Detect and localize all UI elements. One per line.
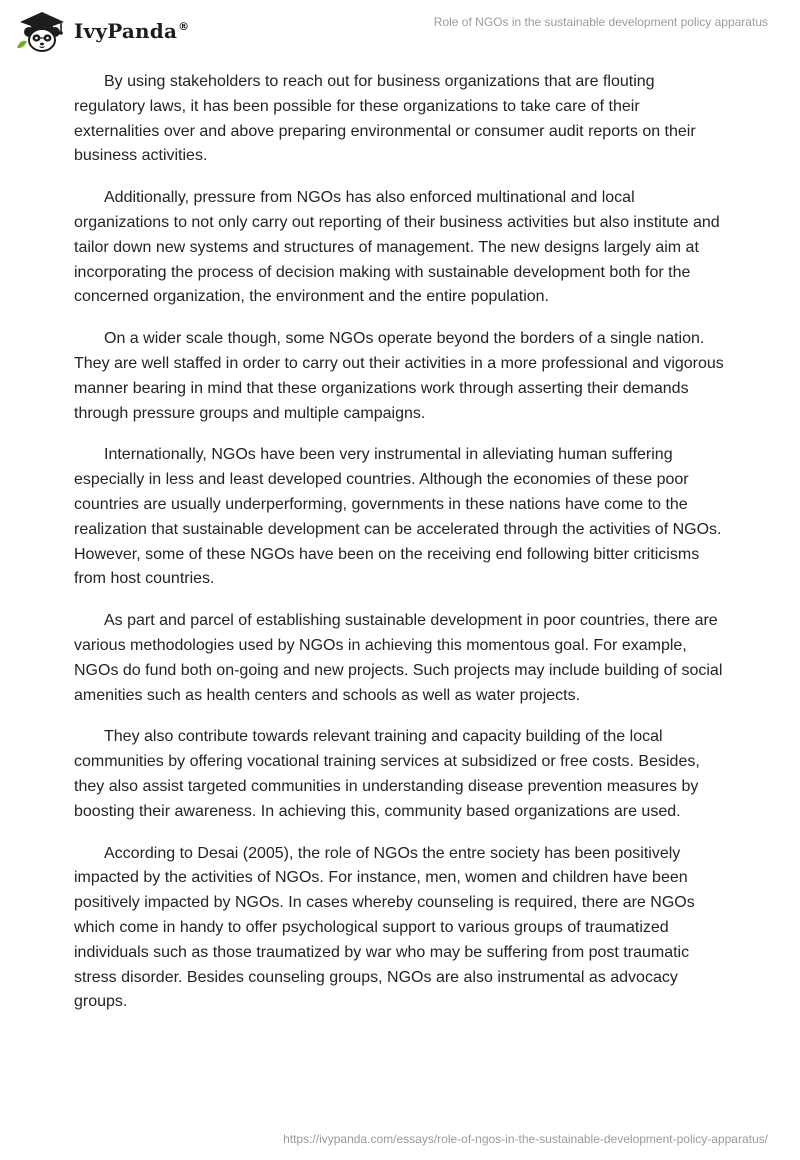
page-header [0,0,800,60]
panda-graduate-icon [14,8,70,54]
essay-body [74,70,726,1032]
paragraph: By using stakeholders to reach out for business organizations that are flouting regulatory laws, it has been possible for these organizations to take care of their externalities over and above preparing environmental or consumer audit reports on their business activities. [74,73,696,165]
document-title: Role of NGOs in the sustainable development policy apparatus [433,15,768,29]
brand-logo[interactable] [14,8,189,54]
paragraph: They also contribute towards relevant training and capacity building of the local communities by offering vocational training services at subsidized or free costs. Besides, they also assist targeted communities in understanding disease prevention measures by boosting their awareness. In achieving this, community based organizations are used. [74,728,700,820]
paragraph: As part and parcel of establishing sustainable development in poor countries, there are various methodologies used by NGOs in achieving this momentous goal. For example, NGOs do fund both on-going and new projects. Such projects may include building of social amenities such as health centers and schools as well as water projects. [74,612,723,704]
brand-name: IvyPanda® [74,19,190,43]
registered-mark: ® [178,20,190,34]
source-url[interactable]: https://ivypanda.com/essays/role-of-ngos-in-the-sustainable-development-policy-apparatus/ [283,1132,768,1146]
paragraph: Internationally, NGOs have been very instrumental in alleviating human suffering especially in less and least developed countries. Although the economies of these poor countries are usually underperforming, governments in these nations have come to the realization that sustainable development can be accelerated through the activities of NGOs. However, some of these NGOs have been on the receiving end following bitter criticisms from host countries. [74,446,722,588]
paragraph: Additionally, pressure from NGOs has also enforced multinational and local organizations to not only carry out reporting of their business activities but also institute and tailor down new systems and structures of management. The new designs largely aim at incorporating the process of decision making with sustainable development both for the concerned organization, the environment and the entire population. [74,189,720,306]
paragraph: On a wider scale though, some NGOs operate beyond the borders of a single nation. They are well staffed in order to carry out their activities in a more professional and vigorous manner bearing in mind that these organizations work through asserting their demands through pressure groups and multiple campaigns. [74,330,724,422]
paragraph: According to Desai (2005), the role of NGOs the entre society has been positively impacted by the activities of NGOs. For instance, men, women and children have been positively impacted by NGOs. In cases whereby counseling is required, there are NGOs which come in handy to offer psychological support to various groups of traumatized individuals such as those traumatized by war who may be suffering from post traumatic stress disorder. Besides counseling groups, NGOs are also instrumental as advocacy groups. [74,844,695,1011]
